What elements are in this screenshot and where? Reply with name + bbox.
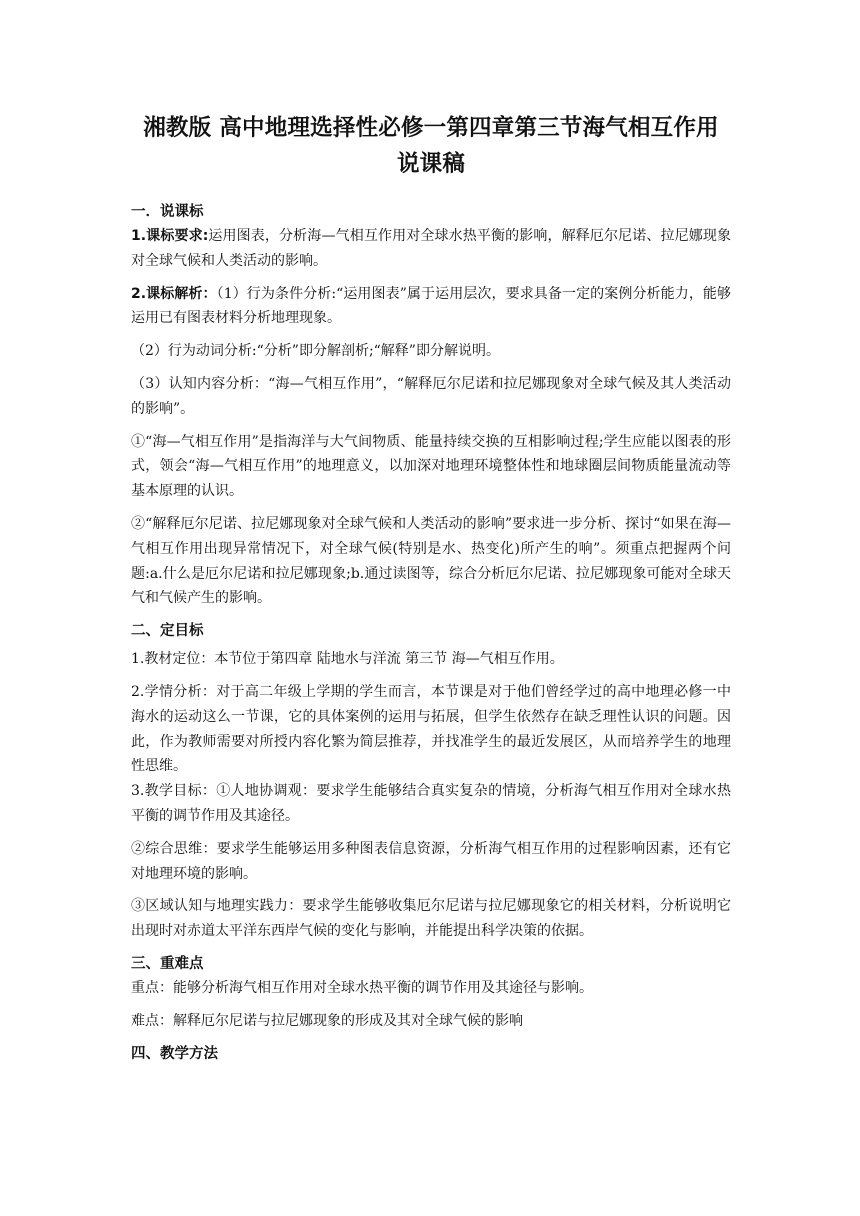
document-title <box>131 110 731 182</box>
section-heading-standards: 一．说课标 <box>131 204 204 220</box>
key-point: 重点：能够分析海气相互作用对全球水热平衡的调节作用及其途径与影响。 <box>131 979 593 996</box>
teaching-objective-3: ③区域认知与地理实践力：要求学生能够收集厄尔尼诺与拉尼娜现象它的相关材料，分析说明它出现时对赤道太平洋东西岸气候的变化与影响，并能提出科学决策的依据。 <box>131 898 731 940</box>
section-heading-objectives: 二、定目标 <box>131 623 204 640</box>
title-line-1: 湘教版 高中地理选择性必修一第四章第三节海气相互作用 <box>143 115 719 141</box>
standards-analysis <box>131 282 731 332</box>
standards-requirement-text: 运用图表，分析海—气相互作用对全球水热平衡的影响，解释厄尔尼诺、拉尼娜现象对全球气候和人类活动的影响。 <box>131 228 731 269</box>
standards-requirement <box>131 224 731 274</box>
textbook-position: 1.教材定位：本节位于第四章 陆地水与洋流 第三节 海—气相互作用。 <box>131 651 564 668</box>
standards-analysis-text: （1）行为条件分析:“运用图表”属于运用层次，要求具备一定的案例分析能力，能够运用已有图表材料分析地理现象。 <box>131 285 732 327</box>
title-line-2: 说课稿 <box>396 151 466 177</box>
learner-analysis: 2.学情分析：对于高二年级上学期的学生而言，本节课是对于他们曾经学过的高中地理必修一中海水的运动这么一节课，它的具体案例的运用与拓展，但学生依然存在缺乏理性认识的问题。因此，作为教师需要对所授内容化繁为简层推荐，并找准学生的最近发展区，从而培养学生的地理性思维。 <box>131 683 731 775</box>
teaching-objective-1: 3.教学目标：①人地协调观：要求学生能够结合真实复杂的情境，分析海气相互作用对全球水热平衡的调节作用及其途径。 <box>131 783 731 824</box>
teaching-objective-2: ②综合思维：要求学生能够运用多种图表信息资源，分析海气相互作用的过程影响因素，还有它对地理环境的影响。 <box>131 840 731 882</box>
cognitive-content-analysis: （3）认知内容分析：“海—气相互作用”，“解释厄尔尼诺和拉尼娜现象对全球气候及其人类活动的影响”。 <box>131 375 731 417</box>
standards-requirement-label: 1.课标要求: <box>131 228 209 244</box>
difficult-point: 难点：解释厄尔尼诺与拉尼娜现象的形成及其对全球气候的影响 <box>131 1012 523 1029</box>
enso-explanation: ②“解释厄尔尼诺、拉尼娜现象对全球气候和人类活动的影响”要求进一步分析、探讨“如果在海—气相互作用出现异常情况下，对全球气候(特别是水、热变化)所产生的响”。须重点把握两个问题:a.什么是厄尔尼诺和拉尼娜现象;b.通过读图等，综合分析厄尔尼诺、拉尼娜现象可能对全球天气和气候产生的影响。 <box>131 515 731 607</box>
section-heading-methods: 四、教学方法 <box>131 1045 218 1062</box>
interaction-explanation: ①“海—气相互作用”是指海洋与大气间物质、能量持续交换的互相影响过程;学生应能以图表的形式，领会“海—气相互作用”的地理意义，以加深对地理环境整体性和地球圈层间物质能量流动等基本原理的认识。 <box>131 433 731 500</box>
standards-analysis-label: 2.课标解析： <box>131 285 217 302</box>
document-body <box>131 110 731 1066</box>
verb-analysis: （2）行为动词分析:“分析”即分解剖析;“解释”即分解说明。 <box>131 343 500 360</box>
section-heading-key-points: 三、重难点 <box>131 955 204 972</box>
